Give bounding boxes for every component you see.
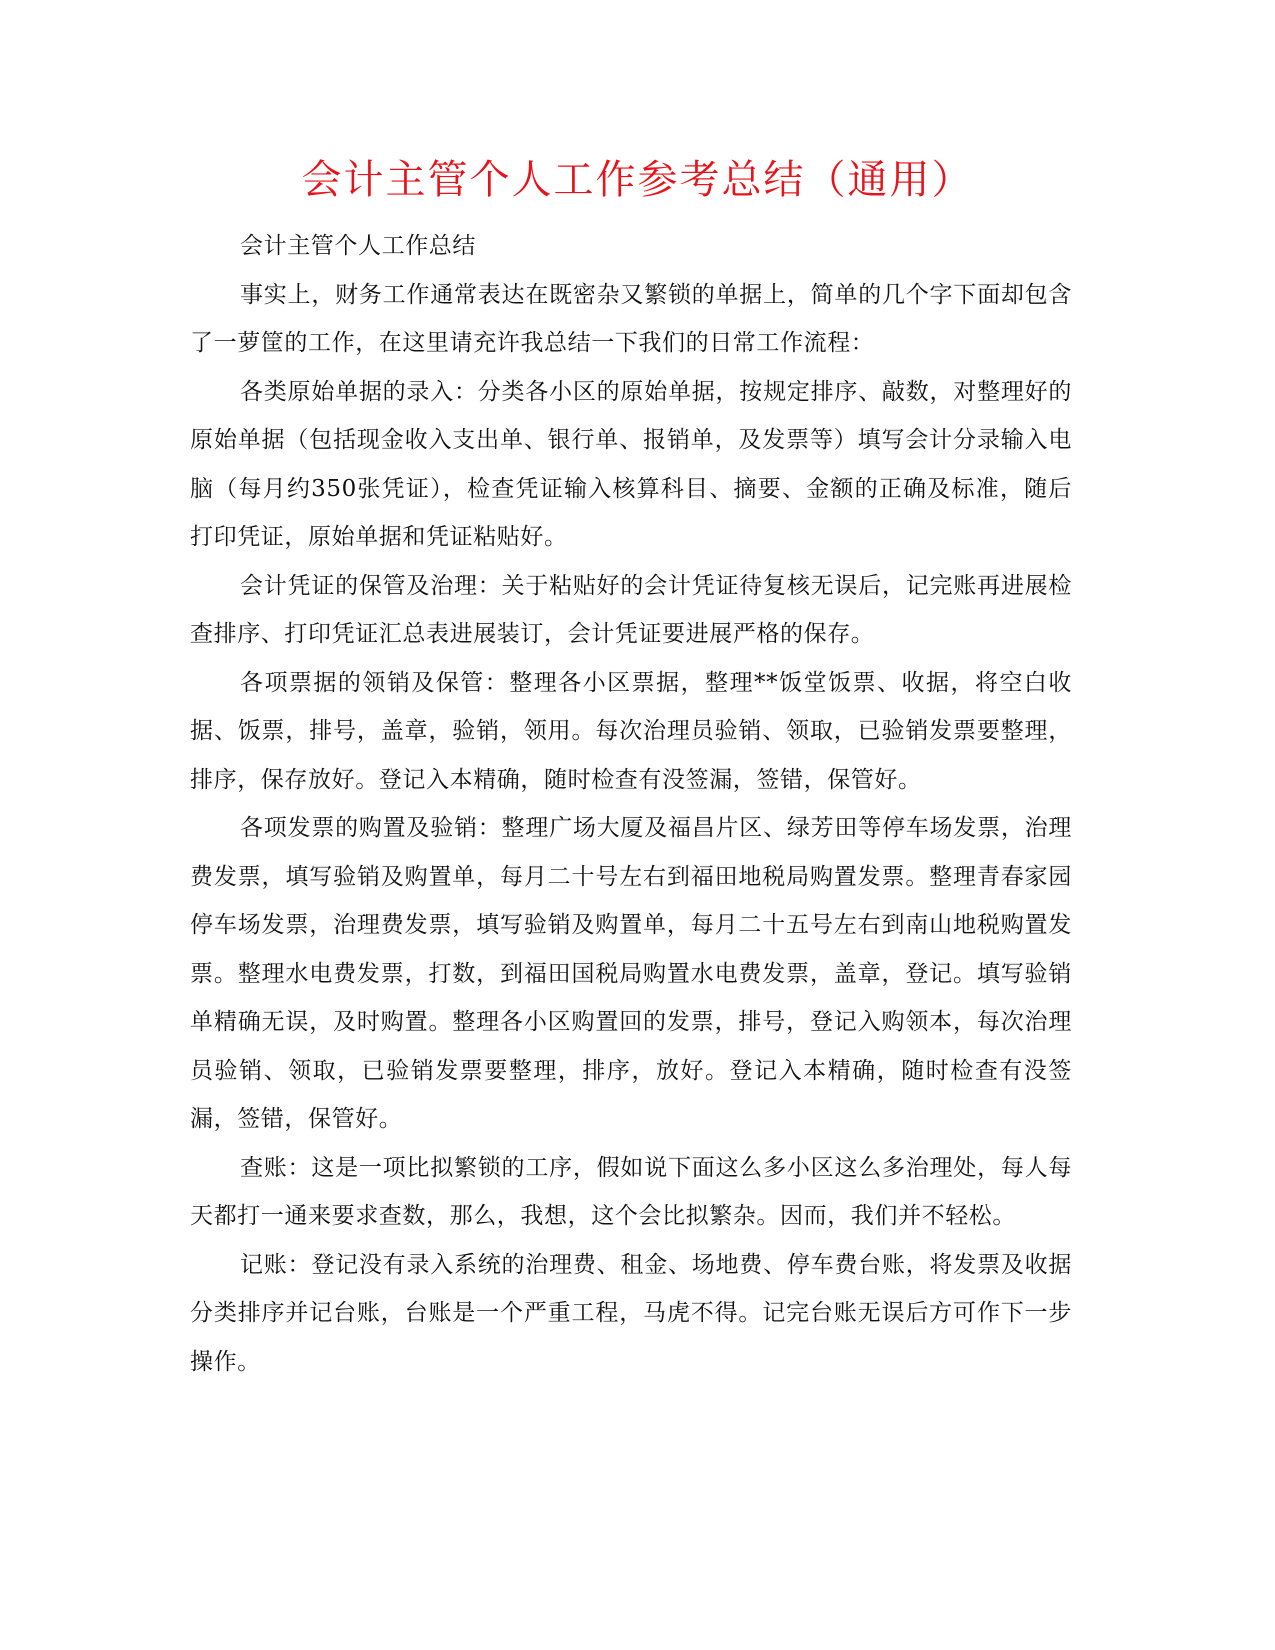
document-title: 会计主管个人工作参考总结（通用）: [301, 157, 974, 203]
body-paragraph: 各项票据的领销及保管：整理各小区票据，整理**饭堂饭票、收据，将空白收据、饭票，排号，盖章，验销，领用。每次治理员验销、领取，已验销发票要整理，排序，保存放好。登记入本精确，随时检查有没签漏，签错，保管好。: [190, 669, 1072, 793]
body-paragraph: 查账：这是一项比拟繁锁的工序，假如说下面这么多小区这么多治理处，每人每天都打一通来要求查数，那么，我想，这个会比拟繁杂。因而，我们并不轻松。: [190, 1154, 1072, 1229]
subtitle-paragraph: 会计主管个人工作总结: [240, 233, 476, 259]
body-paragraph: 记账：登记没有录入系统的治理费、租金、场地费、停车费台账，将发票及收据分类排序并记台账，台账是一个严重工程，马虎不得。记完台账无误后方可作下一步操作。: [190, 1251, 1072, 1375]
body-paragraph: 会计凭证的保管及治理：关于粘贴好的会计凭证待复核无误后，记完账再进展检查排序、打印凭证汇总表进展装订，会计凭证要进展严格的保存。: [190, 572, 1072, 647]
body-paragraph: 事实上，财务工作通常表达在既密杂又繁锁的单据上，简单的几个字下面却包含了一萝筐的工作，在这里请充许我总结一下我们的日常工作流程：: [190, 281, 1072, 356]
body-paragraph: 各类原始单据的录入：分类各小区的原始单据，按规定排序、敲数，对整理好的原始单据（包括现金收入支出单、银行单、报销单，及发票等）填写会计分录输入电脑（每月约350张凭证），检查凭证输入核算科目、摘要、金额的正确及标准，随后打印凭证，原始单据和凭证粘贴好。: [190, 378, 1072, 550]
document-body: [190, 222, 1072, 1386]
body-paragraph: 各项发票的购置及验销：整理广场大厦及福昌片区、绿芳田等停车场发票，治理费发票，填写验销及购置单，每月二十号左右到福田地税局购置发票。整理青春家园停车场发票，治理费发票，填写验销及购置单，每月二十五号左右到南山地税购置发票。整理水电费发票，打数，到福田国税局购置水电费发票，盖章，登记。填写验销单精确无误，及时购置。整理各小区购置回的发票，排号，登记入购领本，每次治理员验销、领取，已验销发票要整理，排序，放好。登记入本精确，随时检查有没签漏，签错，保管好。: [190, 815, 1072, 1132]
